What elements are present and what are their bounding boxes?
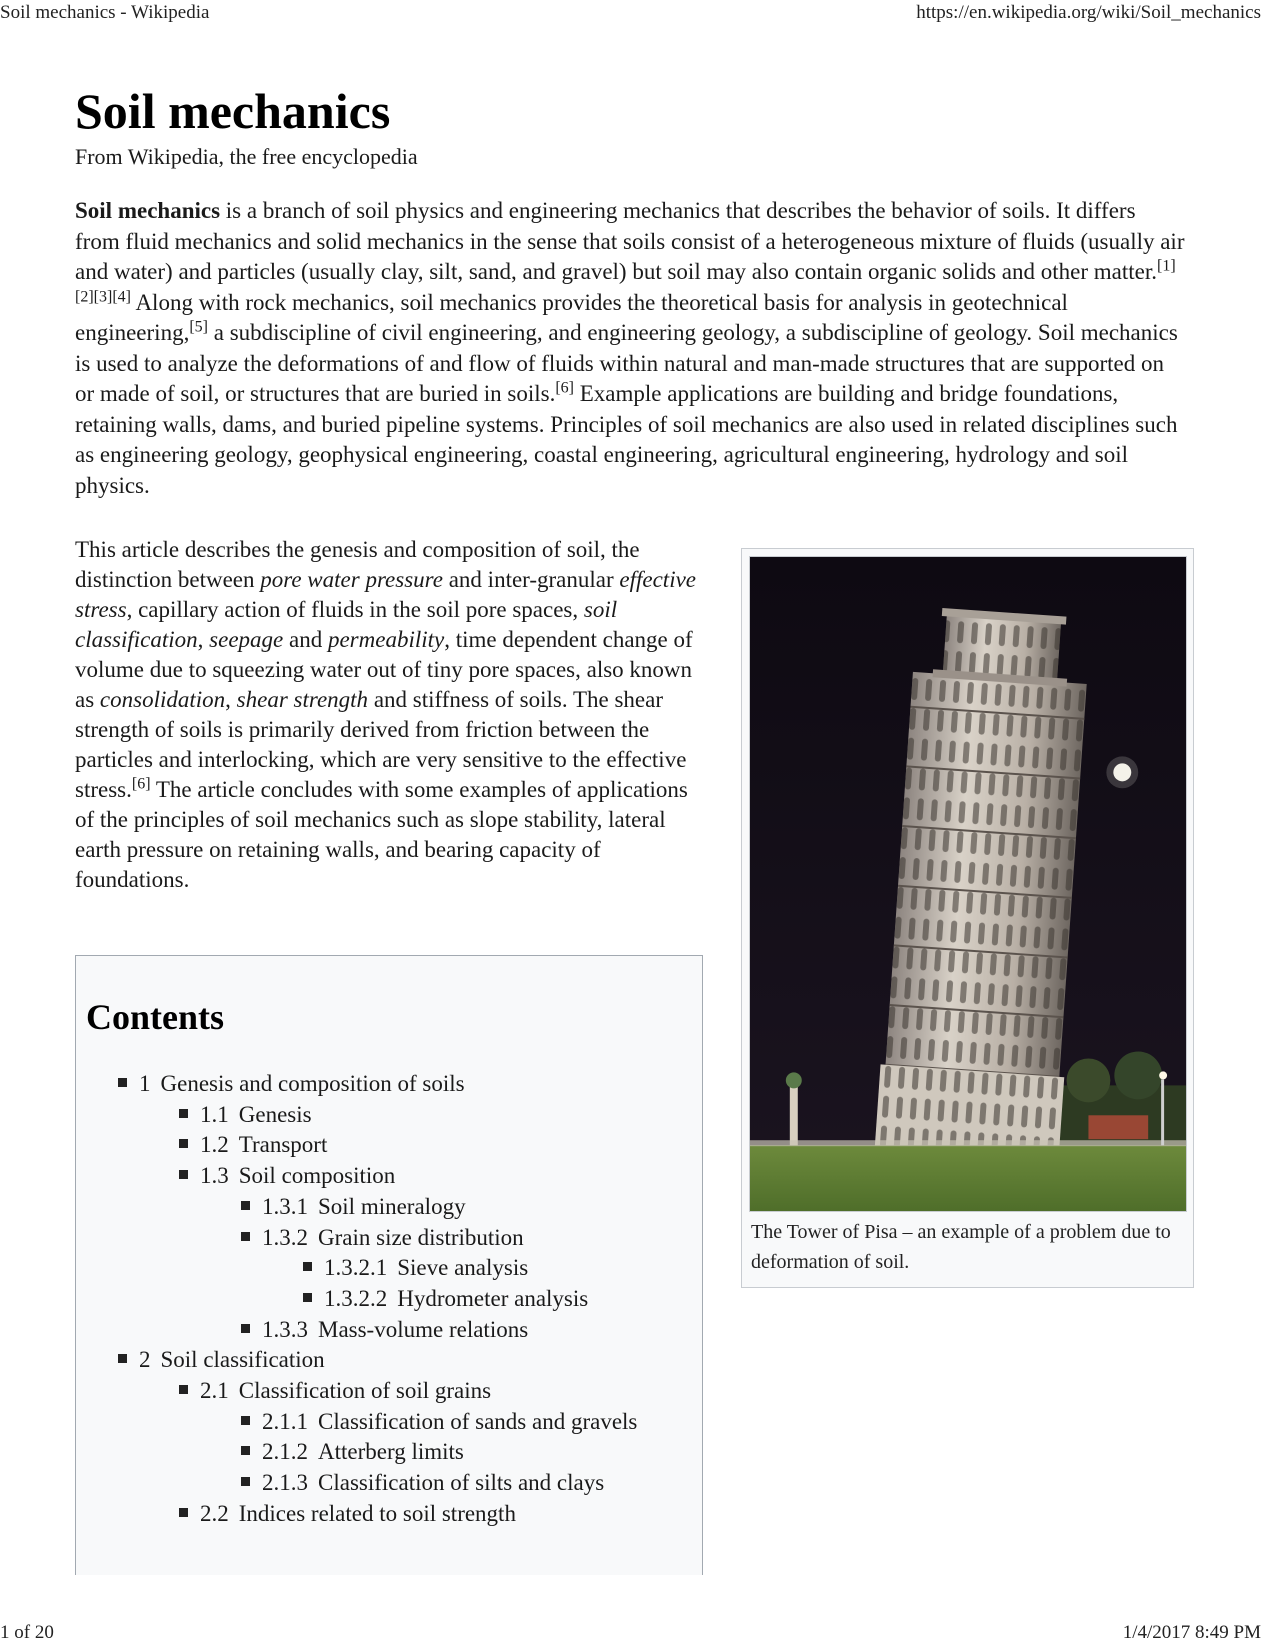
toc-item[interactable]: [118, 1345, 325, 1375]
citation-2[interactable]: [2]: [75, 287, 94, 305]
toc-number: 1.1: [200, 1101, 229, 1127]
toc-number: 1: [139, 1071, 151, 1096]
square-bullet-icon: [303, 1293, 312, 1302]
citation-6-b[interactable]: [6]: [131, 775, 151, 793]
toc-number: 2.1.2: [262, 1439, 308, 1465]
toc-label: Indices related to soil strength: [238, 1500, 516, 1526]
toc-number: 1.3.1: [262, 1193, 308, 1219]
square-bullet-icon: [179, 1385, 188, 1394]
scope-paragraph: This article describes the genesis and composition of soil, the distinction between pore water pressure and inter-granular effective stress, capillary action of fluids in the soil pore spaces, soil classification, seepage and permeability, time dependent change of volume due to squeezing water out of tiny pore spaces, also known as consolidation, shear strength and stiffness of soils. The shear strength of soils is primarily derived from friction between the particles and interlocking, which are very sensitive to the effective stress.[6] The article concludes with some examples of applications of the principles of soil mechanics such as slope stability, lateral earth pressure on retaining walls, and bearing capacity of foundations.: [75, 537, 697, 892]
square-bullet-icon: [179, 1170, 188, 1179]
toc-label: Soil classification: [160, 1347, 325, 1373]
toc-item[interactable]: [118, 1069, 465, 1099]
square-bullet-icon: [118, 1078, 127, 1087]
toc-number: 1.3.2.1: [324, 1255, 388, 1281]
toc-number: 1.3: [200, 1163, 229, 1189]
toc-item[interactable]: [179, 1100, 312, 1130]
toc-item[interactable]: [179, 1161, 395, 1191]
print-header-url[interactable]: https://en.wikipedia.org/wiki/Soil_mechanics: [916, 2, 1261, 23]
toc-label: Mass-volume relations: [318, 1316, 529, 1342]
square-bullet-icon: [118, 1354, 127, 1363]
toc-item[interactable]: [241, 1437, 464, 1467]
toc-number: 1.3.2.2: [324, 1285, 388, 1311]
toc-number: 1.3.3: [262, 1316, 308, 1342]
square-bullet-icon: [241, 1416, 250, 1425]
print-header-title: Soil mechanics - Wikipedia: [0, 2, 210, 23]
square-bullet-icon: [241, 1446, 250, 1455]
toc-label: Sieve analysis: [397, 1255, 529, 1281]
square-bullet-icon: [303, 1262, 312, 1271]
figure-caption: The Tower of Pisa – an example of a problem due to deformation of soil.: [751, 1221, 1171, 1273]
toc-item[interactable]: [179, 1130, 327, 1160]
toc-number: 2.1.1: [262, 1408, 308, 1434]
toc-label: Hydrometer analysis: [397, 1285, 589, 1311]
square-bullet-icon: [241, 1232, 250, 1241]
toc-number: 2.1.3: [262, 1470, 308, 1496]
tower-of-pisa-illustration: [750, 557, 1186, 1211]
toc-number: 2.1: [200, 1378, 229, 1403]
toc-label: Classification of sands and gravels: [318, 1408, 638, 1434]
table-of-contents: [75, 955, 703, 1575]
print-footer-page: 1 of 20: [0, 1622, 54, 1643]
square-bullet-icon: [241, 1477, 250, 1486]
toc-item[interactable]: [241, 1407, 637, 1437]
toc-number: 1.2: [200, 1132, 229, 1158]
intro-paragraph: Soil mechanics is a branch of soil physics and engineering mechanics that describes the behavior of soils. It differs from fluid mechanics and solid mechanics in the sense that soils consist of a heterogeneous mixture of fluids (usually air and water) and particles (usually clay, silt, sand, and gravel) but soil may also contain organic solids and other matter.[1][2][3][4] Along with rock mechanics, soil mechanics provides the theoretical basis for analysis in geotechnical engineering,[5] a subdiscipline of civil engineering, and engineering geology, a subdiscipline of geology. Soil mechanics is used to analyze the deformations of and flow of fluids within natural and man-made structures that are supported on or made of soil, or structures that are buried in soils.[6] Example applications are building and bridge foundations, retaining walls, dams, and buried pipeline systems. Principles of soil mechanics are also used in related disciplines such as engineering geology, geophysical engineering, coastal engineering, agricultural engineering, hydrology and soil physics.: [75, 198, 1185, 498]
toc-item[interactable]: [179, 1376, 491, 1406]
toc-item[interactable]: [241, 1223, 524, 1253]
square-bullet-icon: [179, 1508, 188, 1517]
toc-item[interactable]: [303, 1253, 528, 1283]
toc-label: Atterberg limits: [318, 1439, 464, 1465]
square-bullet-icon: [241, 1201, 250, 1210]
toc-title: Contents: [86, 997, 225, 1037]
citation-1[interactable]: [1]: [1156, 257, 1176, 275]
citation-3[interactable]: [3]: [93, 287, 113, 305]
toc-label: Genesis: [238, 1101, 312, 1127]
toc-number: 1.3.2: [262, 1224, 308, 1250]
citation-6[interactable]: [6]: [555, 379, 574, 397]
toc-label: Soil composition: [238, 1163, 396, 1189]
print-footer-date: 1/4/2017 8:49 PM: [1122, 1622, 1261, 1643]
tower-of-pisa-image[interactable]: [749, 556, 1187, 1212]
toc-number: 2.2: [200, 1500, 229, 1526]
citation-4[interactable]: [4]: [112, 287, 131, 305]
thumbnail-figure: [741, 548, 1194, 1288]
toc-item[interactable]: [241, 1468, 604, 1498]
square-bullet-icon: [241, 1324, 250, 1333]
page-title: Soil mechanics: [75, 83, 391, 139]
toc-item[interactable]: [179, 1499, 516, 1529]
toc-label: Transport: [238, 1132, 328, 1158]
bold-term: Soil mechanics: [75, 198, 221, 223]
toc-label: Classification of soil grains: [238, 1378, 492, 1403]
page-subtitle: From Wikipedia, the free encyclopedia: [75, 144, 418, 169]
square-bullet-icon: [179, 1109, 188, 1118]
square-bullet-icon: [179, 1139, 188, 1148]
toc-label: Classification of silts and clays: [318, 1470, 605, 1496]
toc-number: 2: [139, 1347, 151, 1373]
toc-item[interactable]: [241, 1315, 528, 1345]
toc-label: Genesis and composition of soils: [160, 1071, 465, 1096]
toc-label: Grain size distribution: [318, 1224, 524, 1250]
toc-label: Soil mineralogy: [318, 1193, 466, 1219]
citation-5[interactable]: [5]: [189, 318, 208, 336]
toc-item[interactable]: [241, 1192, 466, 1222]
toc-item[interactable]: [303, 1284, 588, 1314]
